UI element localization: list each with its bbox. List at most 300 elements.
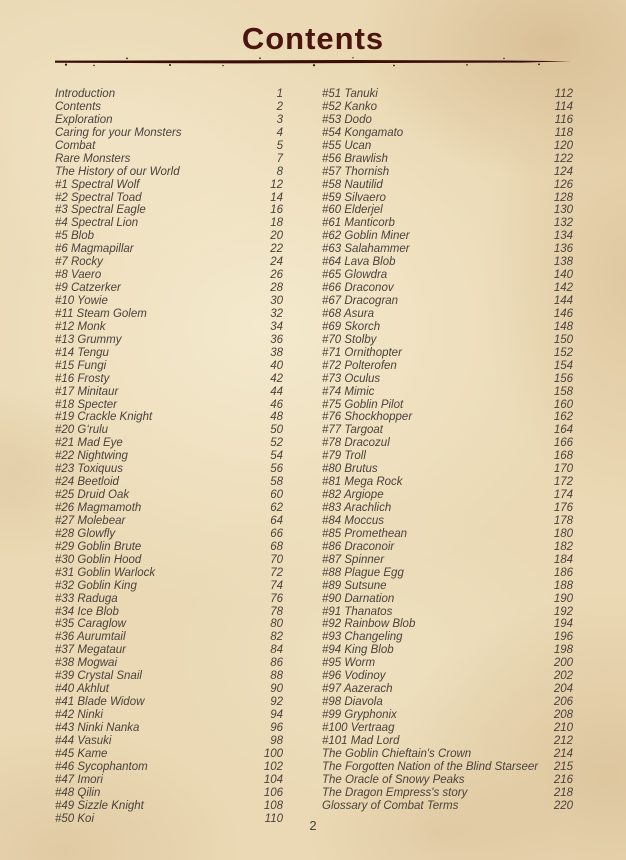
- toc-entry-label: #36 Aurumtail: [55, 631, 126, 644]
- toc-entry: [55, 696, 283, 709]
- toc-entry-label: #49 Sizzle Knight: [55, 799, 144, 812]
- toc-entry-label: Rare Monsters: [55, 152, 131, 165]
- toc-entry-page: 14: [270, 191, 283, 204]
- toc-entry-label: #56 Brawlish: [322, 152, 388, 165]
- toc-entry-page: 202: [553, 670, 573, 683]
- toc-entry-page: 114: [554, 100, 573, 113]
- toc-entry: [55, 88, 283, 101]
- toc-entry-label: #27 Molebear: [55, 514, 126, 527]
- toc-entry: [55, 554, 283, 567]
- toc-entry: [322, 179, 573, 192]
- toc-entry-label: Introduction: [55, 88, 116, 100]
- toc-entry: [55, 282, 283, 295]
- toc-entry: [55, 114, 283, 127]
- toc-entry: [55, 618, 283, 631]
- toc-entry-label: #3 Spectral Eagle: [55, 204, 146, 217]
- toc-entry-page: 16: [270, 204, 283, 217]
- toc-entry-page: 88: [270, 670, 283, 683]
- toc-entry-label: #23 Toxiquus: [55, 463, 123, 476]
- toc-column-left: [55, 88, 283, 825]
- toc-entry-page: 198: [553, 644, 573, 657]
- toc-entry: [322, 88, 573, 101]
- toc-entry-page: 180: [553, 527, 573, 540]
- toc-entry-label: #1 Spectral Wolf: [55, 178, 140, 191]
- toc-entry: [322, 631, 573, 644]
- toc-entry-page: 214: [553, 747, 573, 760]
- toc-entry-page: 166: [553, 437, 573, 450]
- toc-entry-label: #35 Caraglow: [55, 618, 126, 631]
- toc-entry-label: #77 Targoat: [322, 424, 383, 437]
- toc-entry: [322, 528, 573, 541]
- toc-entry-page: 86: [270, 657, 283, 670]
- toc-entry-label: #80 Brutus: [322, 463, 378, 476]
- toc-entry: [322, 502, 573, 515]
- toc-entry: [322, 101, 573, 114]
- toc-entry-label: #18 Specter: [55, 398, 118, 411]
- toc-entry-label: #74 Mimic: [322, 385, 375, 398]
- toc-entry-page: 215: [553, 760, 573, 773]
- toc-entry-label: #81 Mega Rock: [322, 476, 403, 489]
- toc-entry-page: 12: [270, 178, 283, 191]
- toc-entry-page: 84: [270, 644, 283, 657]
- toc-entry-label: Glossary of Combat Terms: [322, 799, 459, 812]
- toc-entry: [55, 606, 283, 619]
- toc-entry-page: 92: [270, 696, 283, 709]
- toc-entry-label: #47 Imori: [55, 773, 103, 786]
- toc-entry-page: 154: [553, 359, 573, 372]
- toc-entry: [322, 386, 573, 399]
- toc-entry: [322, 541, 573, 554]
- toc-entry-label: #5 Blob: [55, 230, 95, 243]
- toc-entry: [55, 489, 283, 502]
- toc-entry-page: 118: [554, 126, 573, 139]
- toc-entry-label: #97 Aazerach: [322, 683, 393, 696]
- toc-entry-label: #64 Lava Blob: [322, 256, 396, 269]
- toc-entry-label: #40 Akhlut: [55, 683, 109, 696]
- toc-entry-label: #98 Diavola: [322, 696, 383, 709]
- toc-entry: [55, 670, 283, 683]
- toc-entry-page: 120: [553, 139, 573, 152]
- toc-entry-page: 104: [263, 773, 283, 786]
- toc-entry-page: 152: [553, 346, 573, 359]
- toc-entry-page: 76: [270, 592, 283, 605]
- toc-entry-label: #84 Moccus: [322, 514, 385, 527]
- toc-entry-page: 124: [553, 165, 573, 178]
- toc-entry-page: 126: [553, 178, 573, 191]
- toc-entry-page: 136: [553, 243, 573, 256]
- toc-entry-label: #69 Skorch: [322, 320, 381, 333]
- toc-entry-page: 28: [270, 282, 283, 295]
- toc-entry-page: 110: [264, 812, 283, 825]
- toc-entry: [322, 722, 573, 735]
- toc-entry-label: #83 Arachlich: [322, 502, 392, 514]
- toc-entry: [55, 153, 283, 166]
- toc-entry: [55, 347, 283, 360]
- toc-entry-page: 128: [553, 191, 573, 204]
- toc-entry-page: 1: [276, 88, 283, 100]
- toc-entry-label: #31 Goblin Warlock: [55, 566, 156, 579]
- page-title: Contents: [241, 21, 385, 56]
- toc-entry: [55, 166, 283, 179]
- toc-entry-label: #72 Polterofen: [322, 359, 397, 372]
- toc-entry-page: 216: [553, 773, 573, 786]
- toc-entry: [322, 204, 573, 217]
- toc-entry-label: #73 Oculus: [322, 372, 381, 385]
- toc-entry: [322, 657, 573, 670]
- toc-entry-label: #52 Kanko: [322, 100, 377, 113]
- toc-entry-label: #60 Elderjel: [322, 204, 383, 217]
- toc-entry: [55, 399, 283, 412]
- toc-entry: [55, 567, 283, 580]
- toc-entry-label: #33 Raduga: [55, 592, 118, 605]
- toc-entry-label: #42 Ninki: [55, 709, 103, 721]
- toc-entry-label: #48 Qilin: [55, 786, 101, 799]
- toc-entry: [55, 437, 283, 450]
- toc-entry-label: #93 Changeling: [322, 631, 403, 644]
- toc-entry-page: 56: [270, 463, 283, 476]
- toc-entry-page: 74: [270, 579, 283, 592]
- toc-entry-label: The Forgotten Nation of the Blind Starseer: [322, 760, 539, 773]
- toc-entry-label: #25 Druid Oak: [55, 489, 130, 502]
- toc-entry: [55, 722, 283, 735]
- toc-entry-page: 102: [263, 760, 283, 773]
- toc-entry-page: 48: [270, 411, 283, 424]
- toc-entry-page: 160: [553, 398, 573, 411]
- toc-entry: [322, 360, 573, 373]
- toc-entry-label: #76 Shockhopper: [322, 411, 413, 424]
- toc-entry-page: 116: [554, 113, 573, 126]
- toc-entry-label: #10 Yowie: [55, 295, 108, 307]
- toc-entry-label: #67 Dracogran: [322, 295, 399, 307]
- toc-entry-label: #21 Mad Eye: [55, 437, 123, 450]
- toc-entry-page: 146: [553, 307, 573, 320]
- toc-entry: [55, 127, 283, 140]
- toc-entry: [322, 153, 573, 166]
- toc-entry-label: #70 Stolby: [322, 333, 377, 346]
- toc-entry: [55, 593, 283, 606]
- toc-entry-page: 82: [270, 631, 283, 644]
- toc-entry: [322, 140, 573, 153]
- toc-entry-page: 156: [553, 372, 573, 385]
- toc-entry-label: #62 Goblin Miner: [322, 230, 410, 243]
- toc-entry: [55, 140, 283, 153]
- toc-entry: [55, 657, 283, 670]
- toc-entry-page: 182: [553, 540, 573, 553]
- toc-entry: [322, 761, 573, 774]
- toc-entry: [55, 515, 283, 528]
- toc-entry: [55, 709, 283, 722]
- toc-entry: [55, 101, 283, 114]
- toc-entry: [322, 489, 573, 502]
- toc-entry-page: 50: [270, 424, 283, 437]
- toc-entry-label: #61 Manticorb: [322, 217, 395, 230]
- toc-entry-page: 96: [270, 721, 283, 734]
- toc-entry-page: 7: [276, 152, 283, 165]
- toc-entry: [322, 800, 573, 813]
- toc-entry-label: #38 Mogwai: [55, 657, 118, 670]
- toc-entry: [55, 631, 283, 644]
- toc-entry-label: #44 Vasuki: [55, 734, 112, 747]
- toc-entry-page: 72: [270, 566, 283, 579]
- toc-entry-label: #45 Kame: [55, 747, 108, 760]
- toc-entry: [322, 618, 573, 631]
- toc-entry-page: 36: [270, 333, 283, 346]
- toc-entry-page: 190: [553, 592, 573, 605]
- toc-entry: [55, 580, 283, 593]
- toc-entry-page: 52: [270, 437, 283, 450]
- toc-entry: [322, 424, 573, 437]
- toc-entry-page: 172: [553, 476, 573, 489]
- toc-entry-label: #2 Spectral Toad: [55, 191, 142, 204]
- toc-entry-label: #71 Ornithopter: [322, 346, 402, 359]
- toc-entry-page: 212: [553, 734, 573, 747]
- toc-entry-label: #78 Dracozul: [322, 437, 390, 450]
- toc-entry-page: 5: [276, 139, 283, 152]
- toc-entry-page: 54: [270, 450, 283, 463]
- toc-entry: [55, 308, 283, 321]
- toc-entry-label: #96 Vodinoy: [322, 670, 386, 683]
- toc-entry-label: Combat: [55, 139, 96, 152]
- toc-entry-page: 176: [553, 502, 573, 514]
- toc-entry-page: 100: [263, 747, 283, 760]
- toc-entry-page: 162: [553, 411, 573, 424]
- toc-entry-page: 3: [276, 113, 283, 126]
- toc-entry: [55, 411, 283, 424]
- toc-entry-label: #11 Steam Golem: [55, 307, 147, 320]
- toc-entry-page: 78: [270, 605, 283, 618]
- toc-entry: [322, 476, 573, 489]
- toc-entry: [55, 761, 283, 774]
- toc-entry: [322, 580, 573, 593]
- toc-entry-label: #30 Goblin Hood: [55, 553, 142, 566]
- toc-entry-label: #63 Salahammer: [322, 243, 410, 256]
- toc-entry: [55, 269, 283, 282]
- toc-entry: [55, 800, 283, 813]
- toc-entry-label: #68 Asura: [322, 307, 374, 320]
- toc-entry: [55, 787, 283, 800]
- toc-entry-page: 148: [553, 320, 573, 333]
- toc-entry-label: The History of our World: [55, 165, 180, 178]
- toc-entry: [322, 308, 573, 321]
- toc-entry-label: #12 Monk: [55, 320, 106, 333]
- toc-entry-label: The Dragon Empress's story: [322, 786, 468, 799]
- toc-entry-page: 192: [553, 605, 573, 618]
- toc-entry: [322, 256, 573, 269]
- toc-entry: [322, 515, 573, 528]
- toc-entry-page: 142: [553, 282, 573, 295]
- toc-entry: [322, 774, 573, 787]
- toc-entry-label: #101 Mad Lord: [322, 734, 400, 747]
- toc-entry-label: Caring for your Monsters: [55, 126, 182, 139]
- toc-entry: [322, 567, 573, 580]
- toc-entry-page: 194: [553, 618, 573, 631]
- toc-entry-page: 170: [553, 463, 573, 476]
- toc-entry-page: 140: [553, 269, 573, 282]
- toc-entry: [55, 295, 283, 308]
- toc-entry-label: #94 King Blob: [322, 644, 394, 657]
- toc-entry: [322, 373, 573, 386]
- toc-entry-label: #89 Sutsune: [322, 579, 387, 592]
- toc-entry-page: 122: [553, 152, 573, 165]
- toc-entry-page: 34: [270, 320, 283, 333]
- toc-entry: [322, 217, 573, 230]
- toc-entry-page: 130: [553, 204, 573, 217]
- toc-entry-label: The Goblin Chieftain's Crown: [322, 747, 472, 760]
- toc-entry-label: #16 Frosty: [55, 372, 110, 385]
- toc-entry: [322, 127, 573, 140]
- toc-entry-page: 174: [553, 489, 573, 502]
- toc-entry-page: 138: [553, 256, 573, 269]
- toc-entry-page: 134: [553, 230, 573, 243]
- toc-entry-label: #53 Dodo: [322, 113, 372, 126]
- toc-entry: [322, 735, 573, 748]
- toc-entry: [55, 541, 283, 554]
- toc-entry: [322, 696, 573, 709]
- toc-entry-page: 184: [553, 553, 573, 566]
- toc-entry: [322, 787, 573, 800]
- toc-entry-page: 46: [270, 398, 283, 411]
- toc-entry-label: #65 Glowdra: [322, 269, 388, 282]
- toc-entry-page: 2: [276, 100, 283, 113]
- toc-entry-label: #50 Koi: [55, 812, 95, 825]
- toc-entry-label: #75 Goblin Pilot: [322, 398, 404, 411]
- toc-entry-label: #22 Nightwing: [55, 450, 128, 463]
- toc-entry-label: #88 Plague Egg: [322, 566, 404, 579]
- toc-entry-page: 32: [270, 307, 283, 320]
- toc-entry: [322, 670, 573, 683]
- toc-entry: [55, 528, 283, 541]
- toc-entry: [55, 192, 283, 205]
- toc-entry: [55, 450, 283, 463]
- toc-entry: [322, 593, 573, 606]
- toc-entry-page: 42: [270, 372, 283, 385]
- toc-entry: [322, 166, 573, 179]
- toc-entry: [55, 735, 283, 748]
- toc-entry-label: #39 Crystal Snail: [55, 670, 142, 683]
- toc-entry: [322, 437, 573, 450]
- toc-entry-label: #95 Worm: [322, 657, 376, 670]
- toc-entry-page: 26: [270, 269, 283, 282]
- toc-entry: [322, 282, 573, 295]
- toc-entry-label: #41 Blade Widow: [55, 696, 145, 709]
- toc-entry: [55, 424, 283, 437]
- toc-entry-label: #32 Goblin King: [55, 579, 137, 592]
- toc-entry-page: 158: [553, 385, 573, 398]
- toc-entry-label: #58 Nautilid: [322, 178, 383, 191]
- toc-entry-label: #29 Goblin Brute: [55, 540, 142, 553]
- toc-entry-label: #54 Kongamato: [322, 126, 404, 139]
- toc-entry-label: #59 Silvaero: [322, 191, 386, 204]
- toc-entry-label: #37 Megataur: [55, 644, 126, 657]
- toc-entry-page: 112: [554, 88, 573, 100]
- toc-entry: [322, 450, 573, 463]
- toc-entry: [322, 243, 573, 256]
- toc-entry-label: #82 Argiope: [322, 489, 384, 502]
- toc-entry-page: 64: [270, 514, 283, 527]
- toc-entry: [55, 463, 283, 476]
- toc-entry-label: #26 Magmamoth: [55, 502, 142, 514]
- toc-entry-label: #51 Tanuki: [322, 88, 378, 100]
- toc-entry-page: 40: [270, 359, 283, 372]
- toc-entry-page: 132: [553, 217, 573, 230]
- toc-entry-page: 90: [270, 683, 283, 696]
- toc-entry-label: #8 Vaero: [55, 269, 102, 282]
- toc-entry-label: #90 Darnation: [322, 592, 395, 605]
- toc-entry: [55, 373, 283, 386]
- toc-entry-page: 30: [270, 295, 283, 307]
- toc-entry-label: #86 Draconoir: [322, 540, 395, 553]
- toc-entry-page: 44: [270, 385, 283, 398]
- toc-entry: [55, 230, 283, 243]
- toc-entry-label: #4 Spectral Lion: [55, 217, 139, 230]
- toc-entry-page: 204: [553, 683, 573, 696]
- toc-entry: [322, 192, 573, 205]
- toc-entry-page: 220: [553, 799, 573, 812]
- toc-entry-label: #19 Crackle Knight: [55, 411, 153, 424]
- toc-entry: [55, 321, 283, 334]
- toc-entry-label: The Oracle of Snowy Peaks: [322, 773, 465, 786]
- toc-entry-page: 60: [270, 489, 283, 502]
- toc-entry: [322, 114, 573, 127]
- toc-entry-page: 4: [276, 126, 283, 139]
- toc-entry-label: Contents: [55, 100, 102, 113]
- toc-entry-page: 168: [553, 450, 573, 463]
- toc-entry: [55, 179, 283, 192]
- toc-entry: [322, 683, 573, 696]
- toc-entry: [322, 606, 573, 619]
- toc-entry: [322, 347, 573, 360]
- toc-entry-page: 196: [553, 631, 573, 644]
- toc-entry-label: #100 Vertraag: [322, 721, 395, 734]
- toc-column-right: [322, 88, 573, 813]
- toc-entry-label: #79 Troll: [322, 450, 366, 463]
- toc-entry: [322, 321, 573, 334]
- brush-divider: [52, 56, 573, 68]
- toc-entry-page: 200: [553, 657, 573, 670]
- toc-entry-page: 68: [270, 540, 283, 553]
- toc-entry-page: 98: [270, 734, 283, 747]
- toc-entry-label: #15 Fungi: [55, 359, 107, 372]
- toc-entry: [322, 230, 573, 243]
- toc-entry-page: 24: [270, 256, 283, 269]
- toc-entry: [322, 334, 573, 347]
- toc-entry-page: 186: [553, 566, 573, 579]
- toc-entry-page: 66: [270, 527, 283, 540]
- toc-entry-page: 58: [270, 476, 283, 489]
- toc-entry: [55, 386, 283, 399]
- toc-entry-label: #57 Thornish: [322, 165, 390, 178]
- toc-entry-page: 70: [270, 553, 283, 566]
- toc-entry-label: #55 Ucan: [322, 139, 372, 152]
- toc-entry-label: #6 Magmapillar: [55, 243, 134, 256]
- toc-entry: [55, 683, 283, 696]
- toc-entry: [55, 217, 283, 230]
- toc-entry-label: #13 Grummy: [55, 333, 122, 346]
- toc-entry-label: #99 Gryphonix: [322, 709, 397, 721]
- toc-entry-page: 106: [263, 786, 283, 799]
- toc-entry: [55, 644, 283, 657]
- toc-entry-label: #7 Rocky: [55, 256, 103, 269]
- toc-entry-page: 18: [270, 217, 283, 230]
- toc-entry-page: 150: [553, 333, 573, 346]
- toc-entry-page: 178: [553, 514, 573, 527]
- toc-entry-page: 144: [553, 295, 573, 307]
- toc-entry-label: #14 Tengu: [55, 346, 109, 359]
- toc-entry-page: 208: [553, 709, 573, 721]
- toc-entry: [322, 399, 573, 412]
- toc-entry-label: #46 Sycophantom: [55, 760, 148, 773]
- toc-entry: [55, 256, 283, 269]
